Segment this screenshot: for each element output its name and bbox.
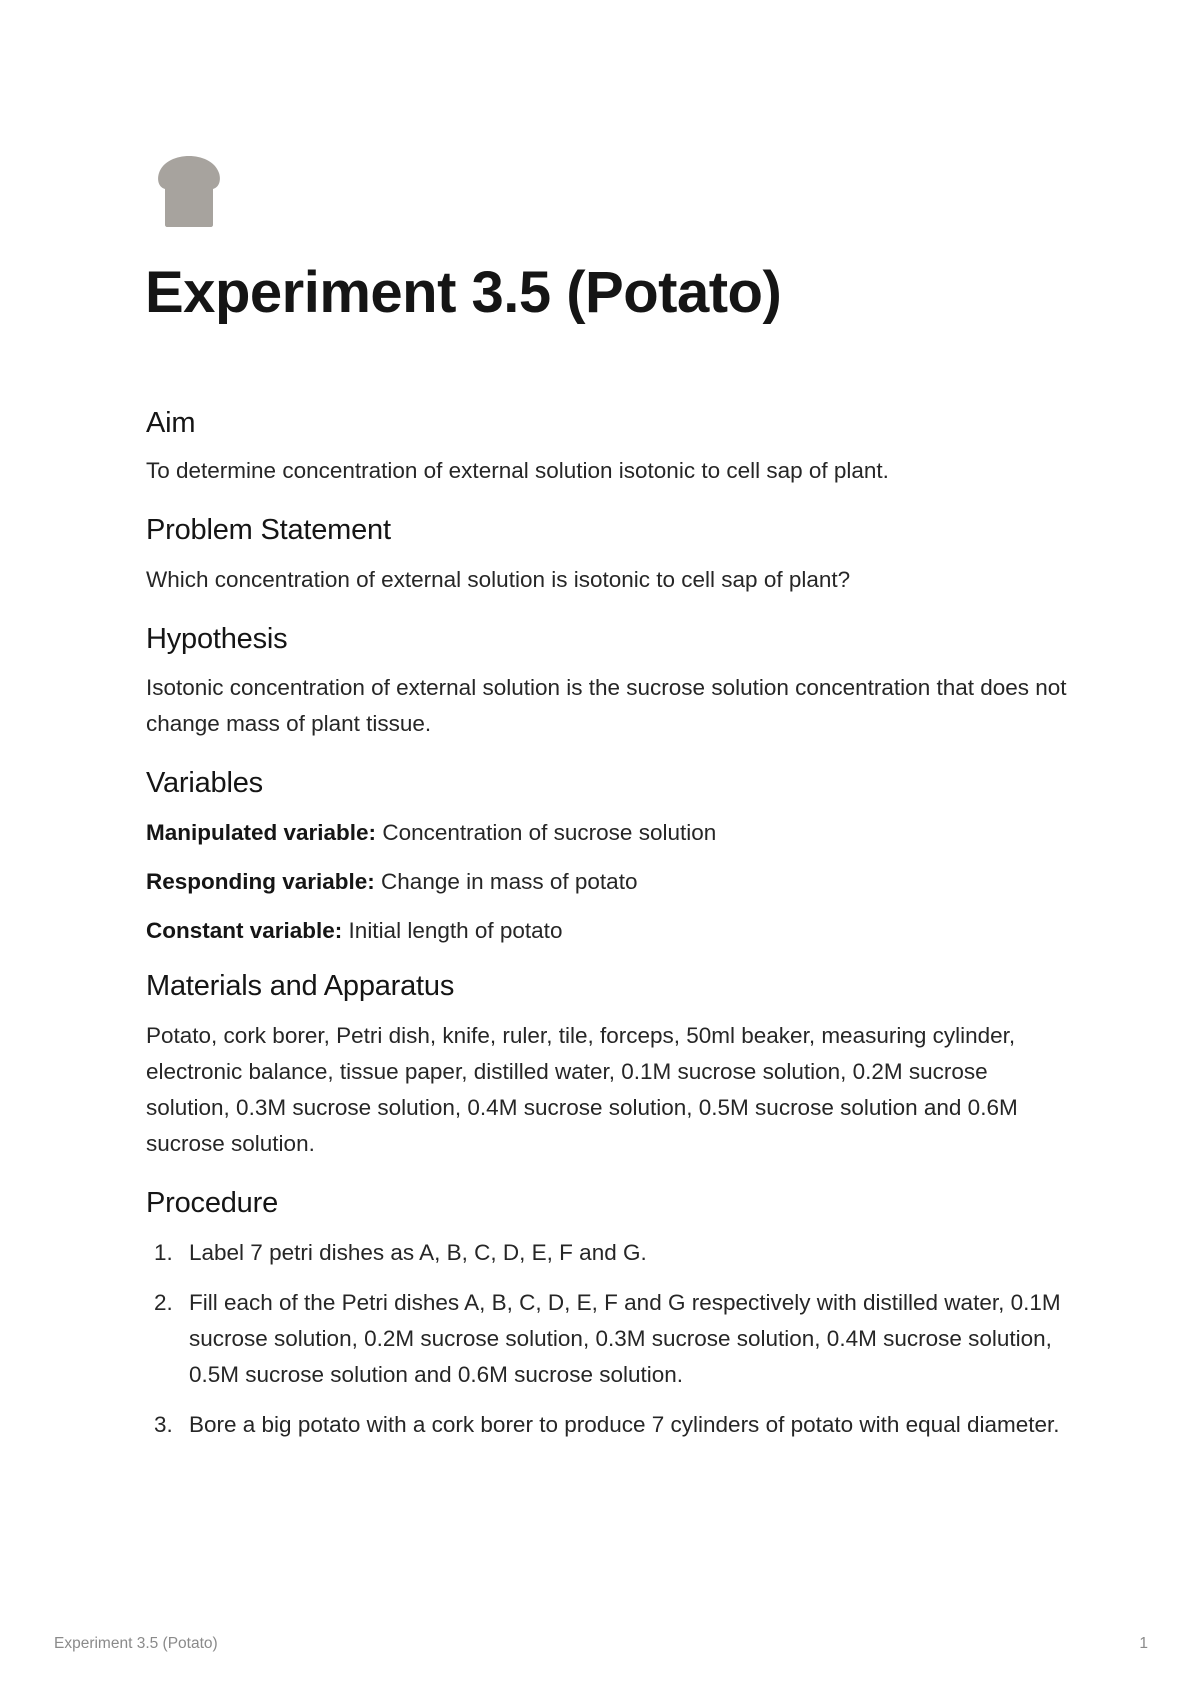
hypothesis-text: Isotonic concentration of external solution is the sucrose solution concentration that does not change mass of plant tissue. [146, 675, 1067, 737]
materials-heading: Materials and Apparatus [146, 970, 455, 1003]
aim-section [146, 406, 1076, 489]
variable-label: Constant variable: [146, 918, 343, 944]
page-title: Experiment 3.5 (Potato) [145, 260, 782, 325]
step-number: 3. [154, 1411, 173, 1437]
list-item [146, 1407, 1076, 1443]
procedure-heading: Procedure [146, 1186, 278, 1219]
list-item [146, 1235, 1076, 1271]
hypothesis-heading: Hypothesis [146, 622, 288, 655]
constant-variable [146, 913, 1076, 949]
hypothesis-section [146, 622, 1076, 743]
variables-section [146, 766, 1076, 949]
step-number: 1. [154, 1239, 173, 1265]
step-text: Bore a big potato with a cork borer to produce 7 cylinders of potato with equal diameter. [189, 1411, 1060, 1437]
aim-heading: Aim [146, 407, 196, 439]
variable-label: Manipulated variable: [146, 820, 377, 846]
variables-heading: Variables [146, 767, 263, 800]
document-body [146, 406, 1076, 1467]
materials-section [146, 969, 1076, 1162]
manipulated-variable [146, 815, 1076, 851]
materials-text: Potato, cork borer, Petri dish, knife, ruler, tile, forceps, 50ml beaker, measuring cylinder, electronic balance, tissue paper, distilled water, 0.1M sucrose solution, 0.2M sucrose solution, 0.3M sucrose solution, 0.4M sucrose solution, 0.5M sucrose solution and 0.6M sucrose solution. [146, 1022, 1018, 1156]
problem-statement-section [146, 513, 1076, 598]
variable-value: Initial length of potato [342, 918, 563, 944]
problem-statement-heading: Problem Statement [146, 513, 391, 546]
responding-variable [146, 864, 1076, 900]
problem-statement-text: Which concentration of external solution is isotonic to cell sap of plant? [146, 566, 851, 592]
variable-value: Change in mass of potato [374, 869, 638, 895]
list-item [146, 1285, 1076, 1393]
page-number: 1 [1139, 1635, 1148, 1652]
step-text: Label 7 petri dishes as A, B, C, D, E, F and G. [189, 1239, 647, 1265]
variable-value: Concentration of sucrose solution [376, 820, 717, 846]
bread-icon [157, 155, 221, 227]
procedure-section [146, 1186, 1076, 1443]
step-number: 2. [154, 1289, 173, 1315]
aim-text: To determine concentration of external solution isotonic to cell sap of plant. [146, 457, 889, 483]
variable-label: Responding variable: [146, 869, 375, 895]
procedure-list [146, 1235, 1076, 1443]
step-text: Fill each of the Petri dishes A, B, C, D, E, F and G respectively with distilled water, 0.1M sucrose solution, 0.2M sucrose solution, 0.3M sucrose solution, 0.4M sucrose solution, 0.5M sucrose solution and 0.6M sucrose solution. [189, 1289, 1061, 1387]
footer-title: Experiment 3.5 (Potato) [54, 1635, 218, 1652]
